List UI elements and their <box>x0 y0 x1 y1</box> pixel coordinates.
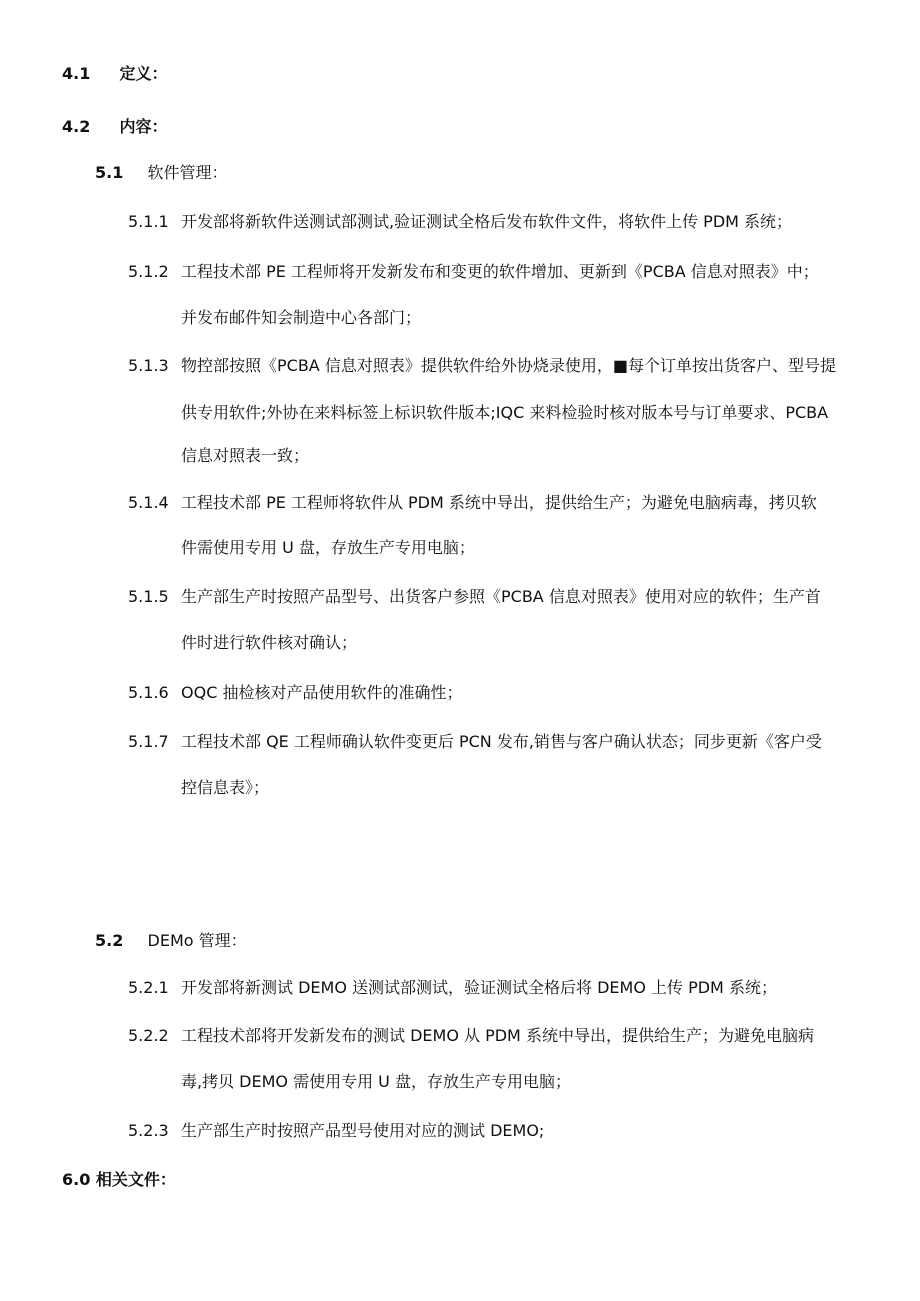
item-text-line: 并发布邮件知会制造中心各部门； <box>181 308 422 327</box>
item-text-line: 生产部生产时按照产品型号、出货客户参照《PCBA 信息对照表》使用对应的软件；生产首 <box>181 587 821 606</box>
item-text-line: 开发部将新测试 DEMO 送测试部测试，验证测试全格后将 DEMO 上传 PDM 系统； <box>181 978 777 997</box>
item-number: 5.1.6 <box>128 683 169 702</box>
item-text-line: 毒,拷贝 DEMO 需使用专用 U 盘，存放生产专用电脑； <box>181 1072 571 1091</box>
section-title: 6.0 相关文件： <box>62 1170 176 1189</box>
item-number: 5.1.2 <box>128 262 169 281</box>
item-number: 5.2.2 <box>128 1026 169 1045</box>
item-text-line: 物控部按照《PCBA 信息对照表》提供软件给外协烧录使用，■每个订单按出货客户、型号提 <box>181 356 836 375</box>
section-number: 4.1 <box>62 64 91 83</box>
section-5-2 <box>95 931 247 951</box>
item-text-line: 件需使用专用 U 盘，存放生产专用电脑； <box>181 538 475 557</box>
section-title: 软件管理： <box>147 163 228 182</box>
item-number: 5.2.1 <box>128 978 169 997</box>
section-title: 内容： <box>119 117 168 136</box>
section-number: 5.1 <box>95 163 124 182</box>
item-text-line: 工程技术部 PE 工程师将软件从 PDM 系统中导出，提供给生产；为避免电脑病毒，拷贝软 <box>181 493 817 512</box>
item-text-line: 工程技术部 QE 工程师确认软件变更后 PCN 发布,销售与客户确认状态；同步更新《客户受 <box>181 732 822 751</box>
item-text-line: 供专用软件;外协在来料标签上标识软件版本;IQC 来料检验时核对版本号与订单要求、PCBA <box>181 403 829 422</box>
section-title: 定义： <box>119 64 168 83</box>
item-number: 5.1.3 <box>128 356 169 375</box>
section-title: DEMo 管理： <box>147 931 247 950</box>
section-4-2 <box>62 117 168 137</box>
section-number: 5.2 <box>95 931 124 950</box>
item-text-line: OQC 抽检核对产品使用软件的准确性； <box>181 683 463 702</box>
item-number: 5.1.5 <box>128 587 169 606</box>
section-number: 4.2 <box>62 117 91 136</box>
section-5-1 <box>95 163 228 183</box>
item-text-line: 工程技术部 PE 工程师将开发新发布和变更的软件增加、更新到《PCBA 信息对照表》中； <box>181 262 819 281</box>
item-text-line: 信息对照表一致； <box>181 446 310 465</box>
item-number: 5.1.7 <box>128 732 169 751</box>
section-6-0 <box>62 1170 176 1190</box>
item-text-line: 控信息表》； <box>181 778 270 797</box>
item-number: 5.2.3 <box>128 1121 169 1140</box>
item-text-line: 件时进行软件核对确认； <box>181 633 358 652</box>
item-text-line: 生产部生产时按照产品型号使用对应的测试 DEMO; <box>181 1121 545 1140</box>
item-number: 5.1.4 <box>128 493 169 512</box>
item-text-line: 工程技术部将开发新发布的测试 DEMO 从 PDM 系统中导出，提供给生产；为避免电脑病 <box>181 1026 814 1045</box>
section-4-1 <box>62 64 168 84</box>
item-number: 5.1.1 <box>128 212 169 231</box>
item-text-line: 开发部将新软件送测试部测试,验证测试全格后发布软件文件，将软件上传 PDM 系统； <box>181 212 793 231</box>
